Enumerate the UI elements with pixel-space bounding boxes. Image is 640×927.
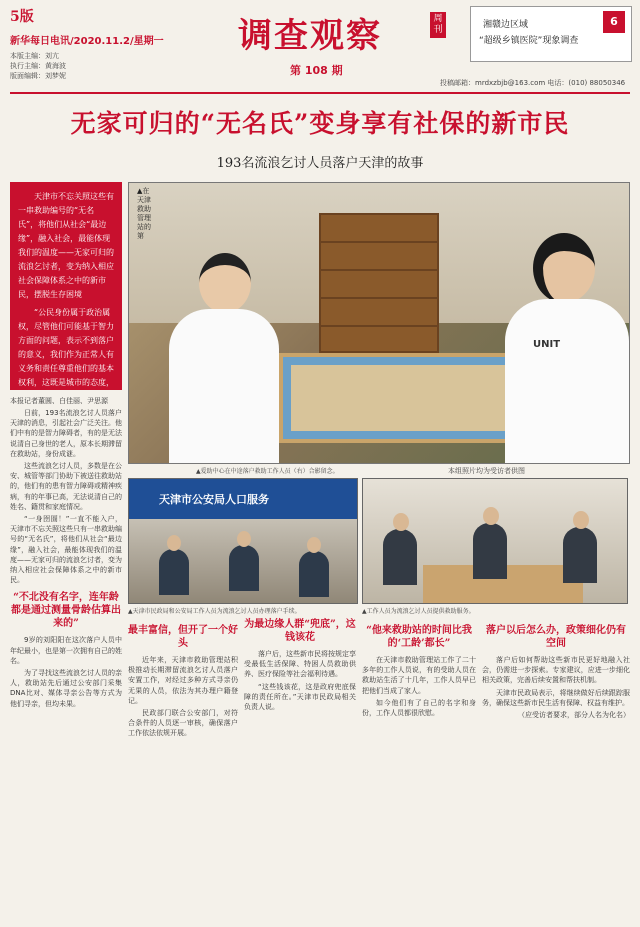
paragraph: 落户后如何帮助这些新市民更好地融入社会，仍需进一步探索。专家建议，应进一步细化相关政策，完善后续安置和帮扶机制。	[482, 656, 630, 685]
text-column-1	[10, 408, 122, 918]
masthead-left	[10, 6, 230, 81]
photo-person-left	[169, 253, 279, 464]
text-column-3	[244, 612, 356, 918]
registration-photo-caption: ▲天津市民政局和公安局工作人员为流浪乞讨人员办理落户手续。	[128, 608, 301, 615]
photo-figure	[383, 529, 417, 585]
section-heading: “不北没有名字，连年龄都是通过测量骨龄估算出来的”	[11, 592, 121, 630]
photo-banner: 天津市公安局人口服务	[129, 479, 358, 519]
section-title-text: 调查观察	[238, 16, 382, 56]
photo-shelf	[319, 213, 439, 353]
paragraph: 民政部门联合公安部门，对符合条件的人员逐一审核，确保落户工作依法依规开展。	[128, 709, 238, 738]
issue-number: 第 108 期	[290, 64, 343, 77]
teaser-page-number: 6	[603, 11, 625, 33]
photo-figure	[159, 549, 189, 595]
article-headline: 无家可归的“无名氏”变身享有社保的新市民	[70, 109, 570, 138]
paragraph: 日前，193名流浪乞讨人员落户天津的消息，引起社会广泛关注。他们中有的是智力障碍者，有的是无法说清自己身世的老人，原本长期滞留在救助站，身份成谜。	[10, 409, 122, 458]
paragraph: 为了寻找这些流浪乞讨人员的亲人，救助站先后通过公安部门采集DNA比对、媒体寻亲公告等方式为他们寻亲，但均未果。	[10, 669, 122, 708]
section-title	[238, 8, 443, 56]
photo-figure	[563, 527, 597, 583]
photo-person-right: UNIT	[499, 233, 629, 464]
paragraph: “一身囹圄！”一直不能入户，天津市不忘关照这些只有一串救助编号的“无名氏”，将他们从社会“最边缘”，融入社会，最能体现我们的温度——无家可归的流浪乞讨者，变为纳入相应社会保障体系之中的新市民。	[10, 515, 122, 585]
intro-paragraph: 天津市不忘关照这些有一串救助编号的“无名氏”，将他们从社会“最边缘”，融入社会，最能体现我们的温度——无家可归的流浪乞讨者，变为纳入相应社会保障体系之中的新市民，摆脱生存困境	[18, 192, 114, 299]
photo-figure	[299, 551, 329, 597]
teaser-line2: “超级乡镇医院”现象调查	[479, 36, 579, 46]
photo-figure	[473, 523, 507, 579]
paragraph: 如今他们有了自己的名字和身份，工作人员都很欣慰。	[362, 698, 476, 718]
registration-photo	[128, 478, 358, 604]
paragraph: 在天津市救助管理站工作了二十多年的工作人员说，有的受助人员在救助站生活了十几年，工作人员早已把他们当成了家人。	[362, 656, 476, 695]
photo-sandbox	[279, 353, 519, 443]
paragraph: 这些流浪乞讨人员，多数是在公安、城管等部门协助下被送往救助站的，他们有的患有智力障碍或精神疾病，有的年事已高，无法说清自己的姓名、籍贯和家庭情况。	[10, 462, 122, 511]
sign-off: （应受访者要求，部分人名为化名）	[518, 711, 630, 720]
staff-exec-editor: 执行主编：黄海波	[10, 62, 66, 70]
staff-layout-editor: 版面编辑：刘梦妮	[10, 72, 66, 80]
teaser-line1: 湘赣边区域	[483, 20, 529, 30]
intro-box	[10, 182, 122, 390]
page-number: 5版	[10, 9, 34, 25]
masthead-rule	[10, 92, 630, 94]
text-column-5	[482, 618, 630, 918]
text-column-2	[128, 618, 238, 918]
paragraph: 9岁的刘阳阳在这次落户人员中年纪最小，也是第一次拥有自己的姓名。	[10, 636, 122, 665]
article-subhead: 193名流浪乞讨人员落户天津的故事	[216, 156, 424, 171]
paragraph: 落户后，这些新市民将按规定享受最低生活保障、特困人员救助供养、医疗保险等社会福利待遇。	[244, 650, 356, 679]
section-heading: “他来救助站的时间比我的‘工龄’都长”	[366, 625, 472, 649]
teaser-box[interactable]	[470, 6, 632, 62]
byline: 本报记者董圆、白佳丽、尹思源	[10, 397, 108, 405]
section-heading: 最丰富信，但开了一个好头	[128, 625, 238, 649]
service-photo-caption: ▲工作人员为流浪乞讨人员提供救助服务。	[362, 608, 475, 615]
staff-list	[10, 51, 230, 81]
intro-paragraph: “公民身份属于政治属权，尽管他们可能基于智力方面的问题，表示不到落户的意义，我们作为正常人有义务和责任尊重他们的基本权利，这既是城市的态度，	[18, 308, 114, 387]
main-photo-caption: ▲爱助中心在中途落户救助工作人员（右）合影留念。	[196, 468, 339, 475]
photo-side-caption: ▲在天津救助管理站的第	[137, 187, 151, 240]
paragraph: “这些钱该花，这是政府兜底保障的责任所在。”天津市民政局相关负责人说。	[244, 682, 356, 712]
paragraph: 近年来，天津市救助管理站积极推动长期滞留流浪乞讨人员落户安置工作，对经过多种方式寻亲仍无果的人员，依法为其办理户籍登记。	[128, 656, 238, 705]
contact-info: 投稿邮箱：mrdxzbjb@163.com 电话：(010) 88050346	[440, 79, 626, 87]
service-photo	[362, 478, 628, 604]
section-heading: 为最边缘人群“兜底”，这钱该花	[244, 619, 356, 643]
main-photo	[128, 182, 630, 464]
staff-editor: 本版主编：刘亢	[10, 52, 59, 60]
paragraph: 天津市民政局表示，将继续做好后续跟踪服务，确保这些新市民生活有保障、权益有维护。	[482, 688, 630, 707]
section-heading: 落户以后怎么办，政策细化仍有空间	[486, 625, 626, 649]
masthead	[0, 0, 640, 98]
photo-credit: 本组照片均为受访者供图	[448, 467, 525, 475]
section-title-tag: 周刊	[430, 12, 446, 38]
dateline: 新华每日电讯/2020.11.2/星期一	[10, 36, 164, 47]
photo-figure	[229, 545, 259, 591]
text-column-4	[362, 618, 476, 918]
